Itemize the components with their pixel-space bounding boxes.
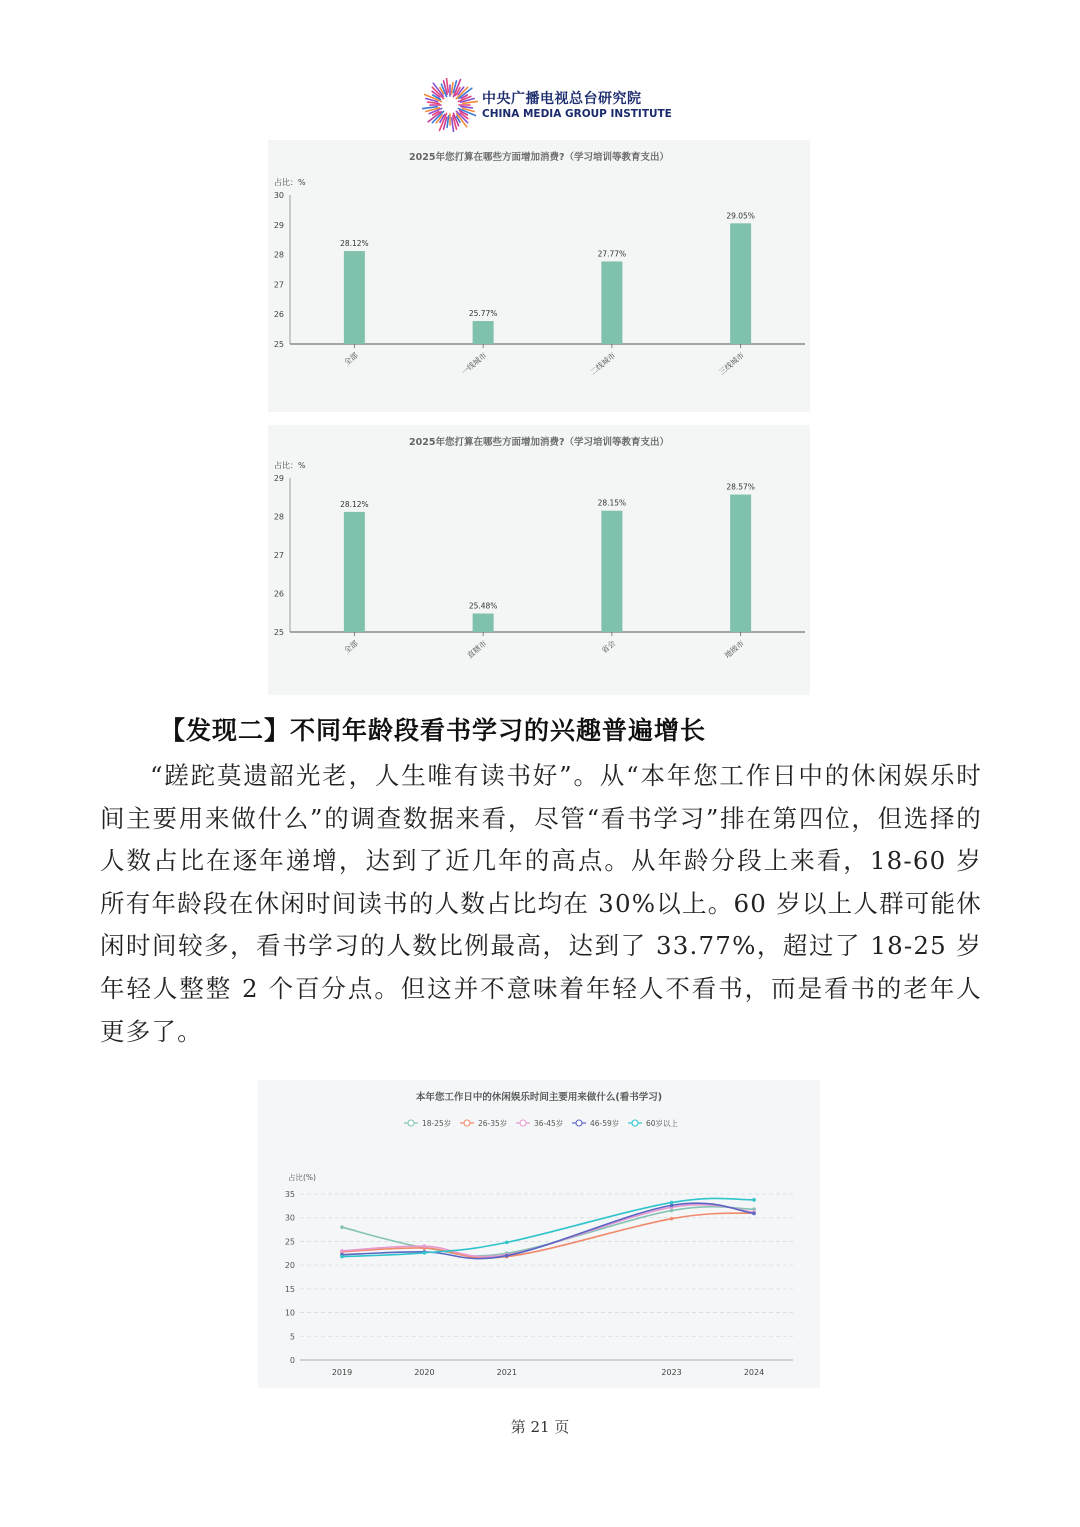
- bar: [344, 512, 365, 632]
- y-tick-label: 27: [273, 551, 284, 560]
- legend-marker: [464, 1120, 470, 1126]
- data-point: [670, 1201, 674, 1205]
- y-tick-label: 5: [289, 1332, 295, 1342]
- x-tick-label: 直辖市: [465, 638, 489, 660]
- data-point: [670, 1217, 674, 1221]
- legend-label: 18-25岁: [422, 1119, 452, 1128]
- y-tick-label: 35: [284, 1190, 295, 1199]
- legend-marker: [632, 1120, 638, 1126]
- bar: [473, 614, 494, 632]
- data-point: [340, 1225, 344, 1229]
- x-tick-label: 2021: [496, 1368, 517, 1377]
- data-point: [752, 1212, 756, 1216]
- data-label: 27.77%: [597, 249, 627, 259]
- line-chart-reading-by-age-svg: [258, 1080, 820, 1388]
- legend-label: 46-59岁: [590, 1119, 620, 1128]
- data-point: [670, 1209, 674, 1213]
- x-tick-label: 全部: [342, 638, 360, 656]
- y-tick-label: 25: [273, 628, 284, 637]
- legend-label: 36-45岁: [534, 1119, 564, 1128]
- data-label: 28.15%: [597, 498, 627, 508]
- org-name-en: CHINA MEDIA GROUP INSTITUTE: [482, 108, 672, 120]
- y-axis-label: 占比：%: [274, 461, 306, 470]
- legend-marker: [520, 1120, 526, 1126]
- bar: [601, 261, 622, 344]
- y-tick-label: 29: [273, 220, 284, 230]
- page-number: 第 21 页: [510, 1418, 570, 1436]
- section-heading: 【发现二】不同年龄段看书学习的兴趣普遍增长: [160, 716, 707, 745]
- legend-label: 60岁以上: [646, 1119, 679, 1128]
- y-tick-label: 26: [273, 589, 284, 599]
- y-tick-label: 26: [273, 310, 284, 320]
- x-tick-label: 一线城市: [459, 350, 489, 377]
- body-text: [100, 755, 982, 1053]
- x-tick-label: 2020: [414, 1368, 435, 1377]
- data-point: [340, 1249, 344, 1253]
- y-tick-label: 25: [284, 1237, 295, 1247]
- y-tick-label: 28: [273, 512, 284, 522]
- x-tick-label: 全部: [342, 350, 360, 368]
- data-point: [423, 1244, 427, 1248]
- x-tick-label: 2023: [661, 1368, 682, 1377]
- bar: [730, 495, 751, 632]
- x-tick-label: 地级市: [722, 638, 746, 660]
- x-tick-label: 省会: [599, 638, 618, 656]
- org-name-cn: 中央广播电视总台研究院: [482, 91, 642, 107]
- data-label: 28.12%: [340, 499, 369, 509]
- bar: [344, 251, 365, 344]
- y-tick-label: 30: [273, 191, 284, 200]
- data-label: 29.05%: [726, 211, 755, 221]
- data-label: 25.48%: [468, 601, 498, 611]
- y-tick-label: 15: [284, 1284, 295, 1294]
- bar-chart-city-tier-svg: [268, 140, 810, 412]
- line-chart-reading-by-age: [258, 1080, 820, 1388]
- bar: [730, 223, 751, 344]
- cmg-institute-logo: [422, 78, 478, 132]
- x-tick-label: 2024: [743, 1368, 765, 1377]
- x-tick-label: 三线城市: [717, 350, 746, 377]
- data-point: [423, 1251, 427, 1255]
- y-tick-label: 20: [284, 1261, 295, 1271]
- data-label: 28.57%: [726, 482, 755, 492]
- y-axis-label: 占比：%: [274, 178, 306, 187]
- data-point: [505, 1254, 509, 1258]
- bar: [473, 321, 494, 344]
- data-label: 28.12%: [340, 239, 369, 249]
- chart-title: 2025年您打算在哪些方面增加消费?（学习培训等教育支出）: [409, 152, 669, 163]
- bar-chart-city-admin: [268, 425, 810, 695]
- page-header: [422, 78, 682, 132]
- series-line: [342, 1203, 754, 1258]
- y-tick-label: 27: [273, 280, 284, 290]
- y-tick-label: 25: [273, 340, 284, 349]
- y-tick-label: 30: [284, 1213, 295, 1223]
- data-point: [752, 1198, 756, 1202]
- y-tick-label: 29: [273, 474, 284, 483]
- x-tick-label: 二线城市: [588, 350, 618, 377]
- y-tick-label: 0: [289, 1356, 295, 1365]
- series-line: [342, 1213, 754, 1258]
- body-paragraph: “蹉跎莫遗韶光老，人生唯有读书好”。从“本年您工作日中的休闲娱乐时间主要用来做什么”的调查数据来看，尽管“看书学习”排在第四位，但选择的人数占比在逐年递增，达到了近几年的高点。从年龄分段上来看，18-60 岁所有年龄段在休闲时间读书的人数占比均在 30%以上。60 岁以上人群可能休闲时间较多，看书学习的人数比例最高，达到了 33.77%，超过了 18-25 岁年轻人整整 2 个百分点。但这并不意味着年轻人不看书，而是看书的老年人更多了。: [100, 761, 982, 1046]
- legend-label: 26-35岁: [478, 1119, 508, 1128]
- bar-chart-city-tier: [268, 140, 810, 412]
- data-point: [505, 1241, 509, 1245]
- chart-title: 本年您工作日中的休闲娱乐时间主要用来做什么(看书学习): [415, 1092, 663, 1103]
- bar: [601, 511, 622, 632]
- data-label: 25.77%: [468, 309, 498, 319]
- legend-marker: [576, 1120, 582, 1126]
- legend-marker: [408, 1120, 414, 1126]
- y-tick-label: 10: [284, 1308, 295, 1318]
- y-axis-label: 占比(%): [288, 1173, 316, 1182]
- bar-chart-city-admin-svg: [268, 425, 810, 695]
- y-tick-label: 28: [273, 250, 284, 260]
- data-point: [340, 1255, 344, 1259]
- chart-title: 2025年您打算在哪些方面增加消费?（学习培训等教育支出）: [409, 437, 669, 448]
- x-tick-label: 2019: [331, 1368, 353, 1377]
